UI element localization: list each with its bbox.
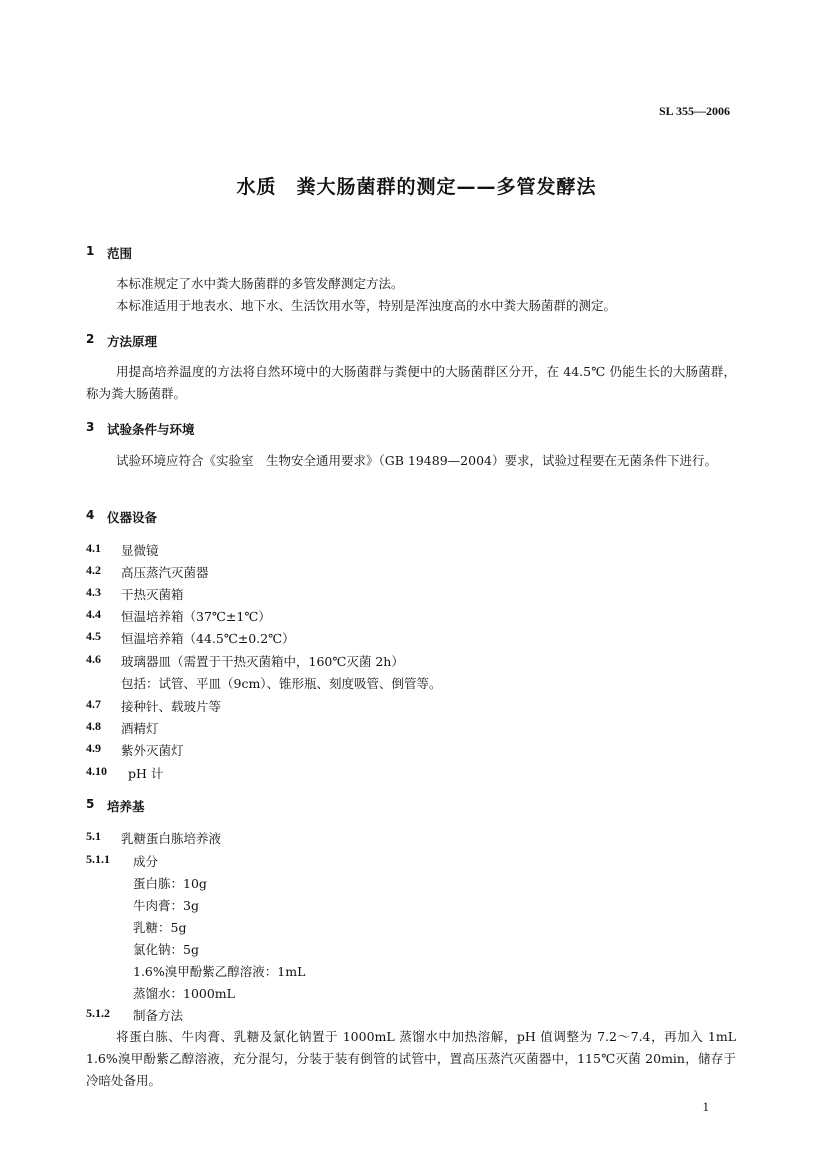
section-1-body (86, 273, 736, 317)
section-3-body (86, 450, 736, 472)
item-number: 4.1 (86, 541, 101, 555)
ingredient-line: 蒸馏水：1000mL (133, 986, 235, 1001)
section-title-scope: 范围 (107, 246, 133, 261)
page-number: 1 (702, 1099, 709, 1114)
subsection-title: 成分 (133, 854, 159, 869)
paragraph: 本标准适用于地表水、地下水、生活饮用水等，特别是浑浊度高的水中粪大肠菌群的测定。 (116, 298, 617, 313)
section-title-equipment: 仪器设备 (107, 510, 158, 525)
item-continuation-text: 包括：试管、平皿（9cm）、锥形瓶、刻度吸管、倒管等。 (121, 676, 442, 691)
item-number: 4.5 (86, 629, 101, 643)
section-number: 4 (86, 508, 95, 522)
document-title: 水质 粪大肠菌群的测定——多管发酵法 (236, 176, 597, 198)
ingredient-line: 蛋白胨：10g (133, 876, 207, 891)
item-text: pH 计 (128, 766, 164, 781)
item-text: 恒温培养箱（44.5℃±0.2℃） (121, 631, 295, 646)
item-text: 紫外灭菌灯 (121, 743, 184, 758)
section-title-conditions: 试验条件与环境 (107, 422, 195, 437)
ingredient-line: 氯化钠：5g (133, 942, 199, 957)
section-5-1-2-body (86, 1026, 736, 1092)
item-text: 恒温培养箱（37℃±1℃） (121, 609, 271, 624)
item-text: 酒精灯 (121, 721, 159, 736)
item-number: 4.8 (86, 719, 101, 733)
paragraph: 试验环境应符合《实验室 生物安全通用要求》（GB 19489—2004）要求，试验过程要在无菌条件下进行。 (116, 453, 717, 468)
section-number: 3 (86, 420, 95, 434)
item-number: 4.7 (86, 697, 101, 711)
item-number: 4.2 (86, 563, 101, 577)
section-number: 5 (86, 797, 95, 811)
subsection-title: 乳糖蛋白胨培养液 (121, 831, 222, 846)
section-2-body (86, 361, 736, 405)
section-title-principle: 方法原理 (107, 334, 158, 349)
ingredient-line: 1.6%溴甲酚紫乙醇溶液：1mL (133, 964, 306, 979)
subsection-number: 5.1.1 (86, 852, 110, 866)
paragraph: 用提高培养温度的方法将自然环境中的大肠菌群与粪便中的大肠菌群区分开，在 44.5℃ 仍能生长的大肠菌群，称为粪大肠菌群。 (86, 364, 736, 401)
item-text: 高压蒸汽灭菌器 (121, 565, 209, 580)
paragraph: 本标准规定了水中粪大肠菌群的多管发酵测定方法。 (116, 276, 404, 291)
document-code: SL 355—2006 (658, 104, 730, 118)
ingredient-line: 牛肉膏：3g (133, 898, 199, 913)
subsection-number: 5.1.2 (86, 1006, 110, 1020)
subsection-number: 5.1 (86, 829, 101, 843)
item-number: 4.4 (86, 607, 101, 621)
item-number: 4.10 (86, 764, 107, 778)
item-text: 干热灭菌箱 (121, 587, 184, 602)
section-number: 2 (86, 332, 95, 346)
item-text: 显微镜 (121, 543, 159, 558)
section-title-media: 培养基 (107, 799, 145, 814)
paragraph: 将蛋白胨、牛肉膏、乳糖及氯化钠置于 1000mL 蒸馏水中加热溶解，pH 值调整为 7.2～7.4，再加入 1mL 1.6%溴甲酚紫乙醇溶液，充分混匀，分装于装有倒管的试管中，置高压蒸汽灭菌器中，115℃灭菌 20min，储存于冷暗处备用。 (86, 1029, 736, 1088)
item-text: 玻璃器皿（需置于干热灭菌箱中，160℃灭菌 2h） (121, 654, 404, 669)
section-number: 1 (86, 244, 95, 258)
ingredient-line: 乳糖：5g (133, 920, 187, 935)
item-text: 接种针、载玻片等 (121, 699, 222, 714)
item-number: 4.9 (86, 741, 101, 755)
item-number: 4.6 (86, 652, 101, 666)
subsection-title: 制备方法 (133, 1008, 184, 1023)
item-number: 4.3 (86, 585, 101, 599)
